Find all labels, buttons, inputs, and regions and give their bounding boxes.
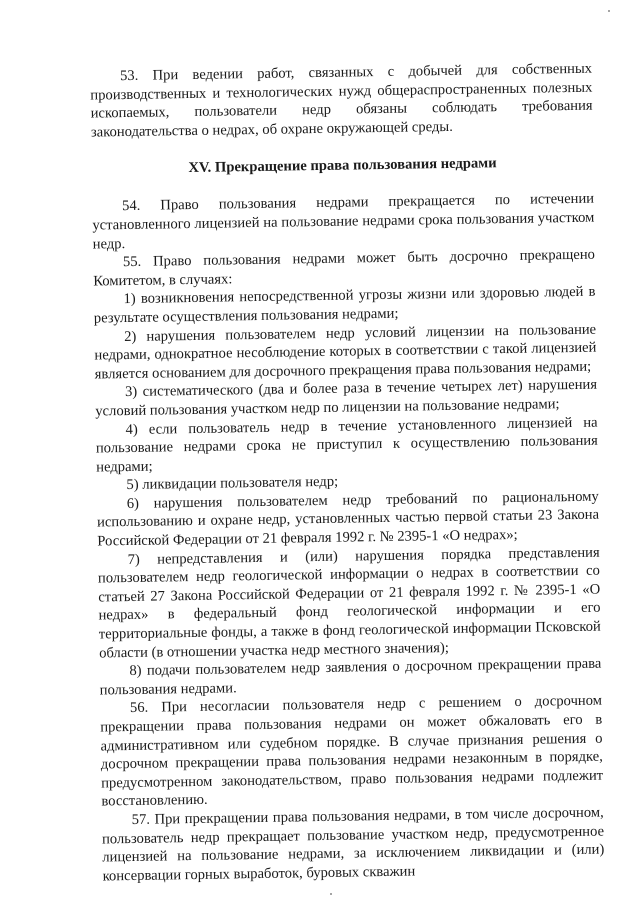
list-item-55-1: 1) возникновения непосредственной угрозы жизни или здоровью людей в результате осуществления пользования недрами; xyxy=(93,283,596,327)
list-item-55-8: 8) подачи пользователем недр заявления о досрочном прекращении права пользования недрами. xyxy=(99,655,602,699)
paragraph-54: 54. Право пользования недрами прекращается по истечении установленного лицензией на пользование недрами срока пользования участком недр. xyxy=(92,191,595,253)
section-heading: XV. Прекращение права пользования недрами xyxy=(188,155,497,177)
paragraph-53: 53. При ведении работ, связанных с добычей для собственных производственных и технологических нужд общераспространенных полезных ископаемых, пользователи недр обязаны соблюдать требования законодательства о недрах, об охране окружающей среды. xyxy=(90,60,593,141)
paragraph-55: 55. Право пользования недрами может быть досрочно прекращено Комитетом, в случаях: xyxy=(93,246,596,290)
paragraph-57: 57. При прекращении права пользования недрами, в том числе досрочном, пользователь недр прекращает пользование участком недр, предусмотренное лицензией на пользование недрами, за исключением ликвидации и (или) консервации горных выработок, буровых скважин xyxy=(101,804,605,885)
list-item-55-3: 3) систематического (два и более раза в течение четырех лет) нарушения условий пользования участком недр по лицензии на пользование недрами; xyxy=(95,376,598,420)
list-item-55-6: 6) нарушения пользователем недр требований по рациональному использованию и охране недр, установленных частью первой статьи 23 Закона Российской Федерации от 21 февраля 1992 г. № 2395-1 «О недрах»; xyxy=(96,488,600,550)
paragraph-56: 56. При несогласии пользователя недр с решением о досрочном прекращении права пользования недрами он может обжаловать его в административном или судебном порядке. В случае признания решения о досрочном прекращении права пользования недрами незаконным в порядке, предусмотренном законодательством, право пользования недрами подлежит восстановлению. xyxy=(100,693,604,810)
scan-speck xyxy=(608,10,610,12)
list-item-55-5: 5) ликвидации пользователя недр; xyxy=(126,474,339,494)
scan-speck xyxy=(330,893,332,895)
list-item-55-7: 7) непредставления и (или) нарушения порядка представления пользователем недр геологической информации о недрах в соответствии со статьей 27 Закона Российской Федерации от 21 февраля 1992 г. № 2395-1 «О недрах» в федеральный фонд геологической информации и его территориальные фонды, а также в фонд геологической информации Псковской области (в отношении участка недр местного значения); xyxy=(97,544,601,662)
list-item-55-2: 2) нарушения пользователем недр условий лицензии на пользование недрами, однократное несоблюдение которых в соответствии с такой лицензией является основанием для досрочного прекращения права пользования недрами; xyxy=(94,321,597,383)
list-item-55-4: 4) если пользователь недр в течение установленного лицензией на пользование недрами срока не приступил к осуществлению пользования недрами; xyxy=(95,414,598,476)
